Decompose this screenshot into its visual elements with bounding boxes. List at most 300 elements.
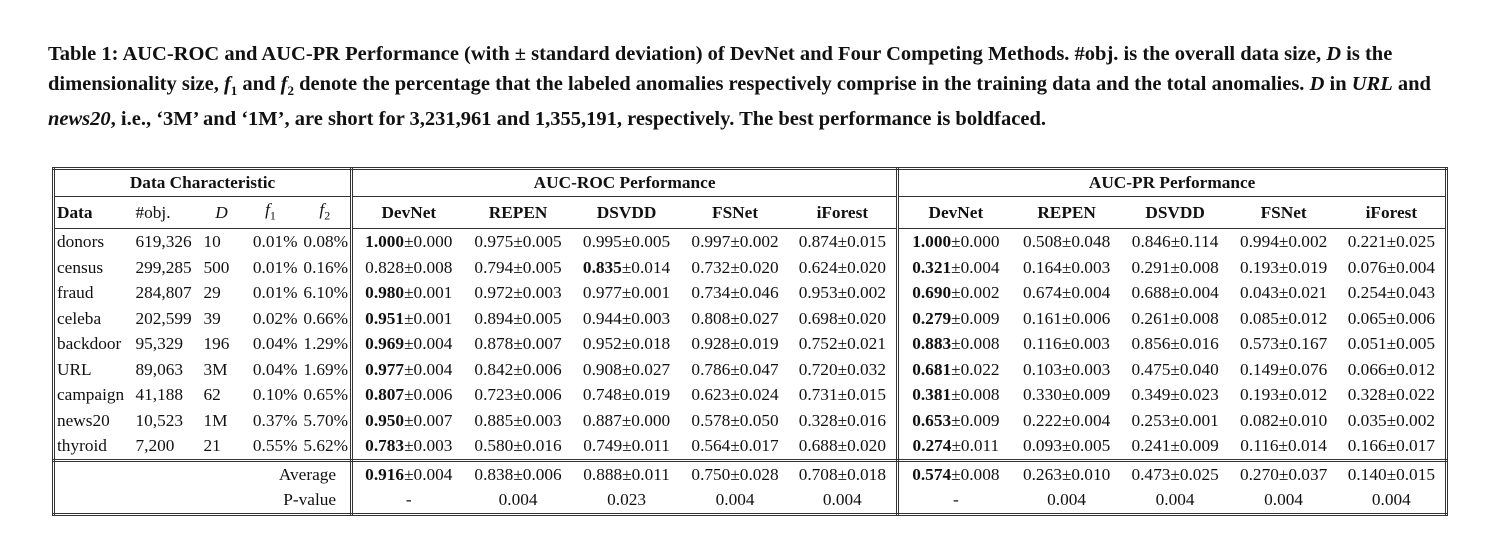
col-header-roc-iforest: iForest bbox=[789, 196, 898, 229]
score-std: ±0.006 bbox=[1061, 308, 1111, 328]
score-std: ±0.001 bbox=[621, 283, 671, 303]
roc-score-cell bbox=[789, 382, 898, 408]
col-header-roc-fsnet: FSNet bbox=[682, 196, 789, 229]
roc-score-cell bbox=[465, 408, 572, 434]
score-value: 0.274 bbox=[912, 436, 952, 456]
score-std: ±0.027 bbox=[730, 308, 779, 328]
score-std: ±0.003 bbox=[1061, 359, 1111, 379]
score-std: ±0.015 bbox=[837, 232, 886, 252]
score-std: ±0.022 bbox=[951, 359, 1000, 379]
roc-pvalue-cell: 0.004 bbox=[789, 487, 898, 514]
dataset-size: 284,807 bbox=[135, 283, 192, 303]
col-header-pr-devnet: DevNet bbox=[898, 196, 1013, 229]
score-value: 0.261 bbox=[1131, 308, 1171, 328]
pr-score-cell bbox=[1121, 357, 1230, 383]
score-value: 0.508 bbox=[1022, 232, 1062, 252]
roc-score-cell bbox=[572, 255, 682, 281]
pr-average-cell bbox=[1121, 460, 1230, 487]
score-value: 0.254 bbox=[1347, 283, 1387, 303]
pr-score-cell bbox=[1121, 331, 1230, 357]
score-value: 0.279 bbox=[912, 308, 952, 328]
table-row bbox=[54, 433, 1447, 460]
roc-score-cell bbox=[572, 357, 682, 383]
score-std: ±0.002 bbox=[837, 283, 886, 303]
col-header-data: Data bbox=[54, 196, 134, 229]
col-header-d: D bbox=[202, 196, 242, 229]
score-value: 0.752 bbox=[798, 334, 838, 354]
dataset-size: 89,063 bbox=[135, 359, 184, 379]
pr-average-cell bbox=[1013, 460, 1121, 487]
pr-score-cell bbox=[1338, 357, 1447, 383]
roc-score-cell bbox=[352, 408, 465, 434]
table-body bbox=[54, 229, 1447, 515]
score-value: 1.000 bbox=[365, 232, 405, 252]
table-caption: Table 1: AUC-ROC and AUC-PR Performance (with ± standard deviation) of DevNet and Four Competing Methods. #obj. is the overall data size, D is the dimensionality size, $f_1$ and $f_2$ denote the percentage that the labeled anomalies respectively comprise in the training data and the total anomalies. D in URL and news20, i.e., ‘3M’ and ‘1M’, are short for 3,231,961 and 1,355,191, respectively. The best performance is boldfaced. bbox=[48, 43, 1431, 131]
roc-average-cell bbox=[572, 460, 682, 487]
score-value: 0.808 bbox=[691, 308, 731, 328]
pr-score-cell bbox=[1338, 280, 1447, 306]
average-row bbox=[54, 460, 1447, 487]
score-std: ±0.014 bbox=[1278, 436, 1327, 456]
score-std: ±0.004 bbox=[404, 464, 453, 484]
score-std: ±0.005 bbox=[1386, 334, 1435, 354]
dataset-f2: 0.66% bbox=[300, 306, 352, 332]
score-std: ±0.015 bbox=[837, 385, 886, 405]
roc-score-cell bbox=[572, 306, 682, 332]
score-std: ±0.008 bbox=[1170, 257, 1219, 277]
column-header-row bbox=[54, 196, 1447, 229]
score-value: 0.381 bbox=[912, 385, 952, 405]
dataset-f1: 0.10% bbox=[252, 385, 298, 405]
table-row bbox=[54, 280, 1447, 306]
roc-score-cell bbox=[352, 255, 465, 281]
roc-score-cell bbox=[352, 331, 465, 357]
score-value: 0.475 bbox=[1131, 359, 1171, 379]
score-std: ±0.047 bbox=[730, 359, 779, 379]
dataset-dim: 3M bbox=[203, 359, 228, 379]
score-std: ±0.037 bbox=[1278, 464, 1328, 484]
score-std: ±0.003 bbox=[513, 410, 562, 430]
roc-score-cell bbox=[682, 382, 789, 408]
score-value: 0.846 bbox=[1131, 232, 1171, 252]
score-std: ±0.025 bbox=[1170, 464, 1219, 484]
score-std: ±0.023 bbox=[1170, 385, 1219, 405]
score-std: ±0.005 bbox=[513, 308, 562, 328]
score-value: 0.975 bbox=[474, 232, 514, 252]
table-row bbox=[54, 255, 1447, 281]
score-std: ±0.004 bbox=[404, 359, 453, 379]
score-value: 0.149 bbox=[1239, 359, 1279, 379]
dataset-f2: 0.16% bbox=[300, 255, 352, 281]
score-value: 0.874 bbox=[798, 232, 838, 252]
score-value: 0.883 bbox=[912, 334, 952, 354]
pr-score-cell bbox=[898, 280, 1013, 306]
score-value: 0.807 bbox=[365, 385, 405, 405]
score-std: ±0.005 bbox=[621, 232, 671, 252]
roc-score-cell bbox=[465, 357, 572, 383]
roc-score-cell bbox=[572, 280, 682, 306]
dataset-dim: 500 bbox=[203, 257, 230, 277]
pr-score-cell bbox=[1230, 229, 1338, 255]
score-value: 0.894 bbox=[474, 308, 514, 328]
score-std: ±0.048 bbox=[1061, 232, 1111, 252]
score-std: ±0.019 bbox=[621, 385, 671, 405]
col-header-pr-fsnet: FSNet bbox=[1230, 196, 1338, 229]
score-std: ±0.007 bbox=[404, 410, 453, 430]
roc-score-cell bbox=[682, 408, 789, 434]
score-std: ±0.014 bbox=[621, 257, 671, 277]
score-value: 0.085 bbox=[1239, 308, 1279, 328]
score-value: 0.786 bbox=[691, 359, 731, 379]
score-std: ±0.008 bbox=[1170, 308, 1219, 328]
dataset-name: backdoor bbox=[54, 331, 134, 357]
score-std: ±0.032 bbox=[837, 359, 886, 379]
score-value: 0.878 bbox=[474, 334, 514, 354]
score-value: 0.688 bbox=[798, 436, 838, 456]
score-value: 0.969 bbox=[365, 334, 405, 354]
roc-average-cell bbox=[352, 460, 465, 487]
roc-score-cell bbox=[682, 433, 789, 460]
score-std: ±0.003 bbox=[513, 283, 562, 303]
dataset-f2: 0.08% bbox=[300, 229, 352, 255]
pr-score-cell bbox=[1230, 408, 1338, 434]
dataset-name: donors bbox=[54, 229, 134, 255]
score-value: 0.928 bbox=[691, 334, 731, 354]
pr-score-cell bbox=[1013, 306, 1121, 332]
roc-pvalue-cell: 0.004 bbox=[465, 487, 572, 514]
pr-score-cell bbox=[1230, 433, 1338, 460]
score-std: ±0.000 bbox=[951, 232, 1000, 252]
score-std: ±0.006 bbox=[1386, 308, 1435, 328]
roc-average-cell bbox=[789, 460, 898, 487]
results-table bbox=[52, 167, 1448, 516]
dataset-f1: 0.01% bbox=[252, 283, 298, 303]
score-std: ±0.008 bbox=[404, 257, 453, 277]
pr-pvalue-cell: 0.004 bbox=[1121, 487, 1230, 514]
score-std: ±0.043 bbox=[1386, 283, 1435, 303]
dataset-dim: 62 bbox=[203, 385, 221, 405]
score-value: 0.888 bbox=[583, 464, 623, 484]
pr-score-cell bbox=[898, 306, 1013, 332]
pr-score-cell bbox=[1338, 306, 1447, 332]
score-std: ±0.016 bbox=[513, 436, 562, 456]
score-value: 0.140 bbox=[1347, 464, 1387, 484]
table-row bbox=[54, 229, 1447, 255]
score-std: ±0.008 bbox=[951, 464, 1000, 484]
dataset-name: URL bbox=[54, 357, 134, 383]
score-value: 0.674 bbox=[1022, 283, 1062, 303]
roc-score-cell bbox=[682, 357, 789, 383]
col-header-pr-dsvdd: DSVDD bbox=[1121, 196, 1230, 229]
pr-score-cell bbox=[1230, 382, 1338, 408]
score-std: ±0.025 bbox=[1386, 232, 1435, 252]
roc-score-cell bbox=[572, 408, 682, 434]
score-std: ±0.019 bbox=[1278, 257, 1328, 277]
roc-score-cell bbox=[352, 433, 465, 460]
score-std: ±0.046 bbox=[730, 283, 779, 303]
score-std: ±0.003 bbox=[621, 308, 671, 328]
score-std: ±0.024 bbox=[730, 385, 779, 405]
roc-score-cell bbox=[465, 382, 572, 408]
group-header-row bbox=[54, 169, 1447, 197]
score-value: 0.473 bbox=[1131, 464, 1171, 484]
dataset-size: 619,326 bbox=[135, 232, 192, 252]
pr-pvalue-cell: 0.004 bbox=[1013, 487, 1121, 514]
score-value: 0.838 bbox=[474, 464, 514, 484]
roc-score-cell bbox=[572, 331, 682, 357]
dataset-size: 299,285 bbox=[135, 257, 192, 277]
score-std: ±0.005 bbox=[1061, 436, 1111, 456]
roc-score-cell bbox=[465, 229, 572, 255]
score-value: 0.977 bbox=[365, 359, 405, 379]
pr-score-cell bbox=[1121, 280, 1230, 306]
pr-score-cell bbox=[898, 357, 1013, 383]
score-value: 0.270 bbox=[1239, 464, 1279, 484]
dataset-f1: 0.01% bbox=[252, 257, 298, 277]
dataset-dim: 1M bbox=[203, 410, 228, 430]
col-header-f1: $f_1$ bbox=[242, 196, 300, 229]
score-value: 0.043 bbox=[1239, 283, 1279, 303]
pr-score-cell bbox=[898, 331, 1013, 357]
dataset-f1: 0.04% bbox=[252, 334, 298, 354]
score-std: ±0.016 bbox=[1170, 334, 1219, 354]
score-std: ±0.004 bbox=[1061, 283, 1111, 303]
pr-score-cell bbox=[1338, 331, 1447, 357]
dataset-f2: 1.69% bbox=[300, 357, 352, 383]
score-std: ±0.002 bbox=[1386, 410, 1435, 430]
roc-score-cell bbox=[572, 229, 682, 255]
score-value: 0.980 bbox=[365, 283, 405, 303]
score-value: 0.690 bbox=[912, 283, 952, 303]
score-std: ±0.004 bbox=[404, 334, 453, 354]
score-value: 0.578 bbox=[691, 410, 731, 430]
roc-score-cell bbox=[682, 331, 789, 357]
roc-score-cell bbox=[789, 357, 898, 383]
score-value: 0.972 bbox=[474, 283, 514, 303]
dataset-f1: 0.01% bbox=[252, 232, 298, 252]
score-value: 0.681 bbox=[912, 359, 952, 379]
pr-score-cell bbox=[1013, 382, 1121, 408]
score-value: 0.580 bbox=[474, 436, 514, 456]
dataset-f2: 6.10% bbox=[300, 280, 352, 306]
roc-score-cell bbox=[352, 229, 465, 255]
score-value: 0.573 bbox=[1239, 334, 1279, 354]
pr-score-cell bbox=[1338, 433, 1447, 460]
pr-score-cell bbox=[1230, 306, 1338, 332]
score-value: 0.835 bbox=[582, 257, 622, 277]
score-value: 0.222 bbox=[1022, 410, 1062, 430]
score-value: 0.241 bbox=[1131, 436, 1171, 456]
score-std: ±0.020 bbox=[837, 308, 886, 328]
score-std: ±0.001 bbox=[1170, 410, 1219, 430]
pr-score-cell bbox=[1013, 229, 1121, 255]
score-value: 1.000 bbox=[912, 232, 952, 252]
dataset-f2: 5.70% bbox=[300, 408, 352, 434]
score-value: 0.732 bbox=[691, 257, 731, 277]
score-std: ±0.012 bbox=[1278, 308, 1328, 328]
score-value: 0.051 bbox=[1347, 334, 1387, 354]
score-value: 0.321 bbox=[912, 257, 952, 277]
average-label: Average bbox=[54, 460, 352, 487]
roc-score-cell bbox=[789, 306, 898, 332]
pr-pvalue-cell: 0.004 bbox=[1230, 487, 1338, 514]
dataset-f2: 5.62% bbox=[300, 433, 352, 460]
score-value: 0.653 bbox=[912, 410, 952, 430]
score-value: 0.623 bbox=[691, 385, 731, 405]
score-std: ±0.006 bbox=[513, 464, 562, 484]
score-std: ±0.018 bbox=[621, 334, 671, 354]
roc-score-cell bbox=[682, 306, 789, 332]
roc-score-cell bbox=[789, 255, 898, 281]
roc-score-cell bbox=[352, 382, 465, 408]
dataset-dim: 196 bbox=[203, 334, 230, 354]
group-header-roc: AUC-ROC Performance bbox=[352, 169, 898, 197]
score-value: 0.720 bbox=[798, 359, 838, 379]
score-std: ±0.006 bbox=[513, 359, 562, 379]
pr-score-cell bbox=[1121, 433, 1230, 460]
score-value: 0.624 bbox=[798, 257, 838, 277]
score-value: 0.887 bbox=[582, 410, 622, 430]
score-std: ±0.009 bbox=[1061, 385, 1111, 405]
pr-score-cell bbox=[1013, 331, 1121, 357]
score-value: 0.748 bbox=[582, 385, 622, 405]
col-header-roc-repen: REPEN bbox=[465, 196, 572, 229]
pr-average-cell bbox=[1338, 460, 1447, 487]
score-std: ±0.002 bbox=[951, 283, 1000, 303]
score-std: ±0.021 bbox=[1278, 283, 1328, 303]
roc-pvalue-cell: 0.023 bbox=[572, 487, 682, 514]
score-value: 0.221 bbox=[1347, 232, 1387, 252]
score-std: ±0.005 bbox=[513, 232, 562, 252]
score-value: 0.328 bbox=[1347, 385, 1387, 405]
pr-score-cell bbox=[1121, 255, 1230, 281]
score-std: ±0.001 bbox=[404, 308, 453, 328]
score-value: 0.944 bbox=[582, 308, 622, 328]
dataset-f2: 1.29% bbox=[300, 331, 352, 357]
score-std: ±0.022 bbox=[1386, 385, 1435, 405]
score-value: 0.698 bbox=[798, 308, 838, 328]
col-header-roc-devnet: DevNet bbox=[352, 196, 465, 229]
score-value: 0.076 bbox=[1347, 257, 1387, 277]
roc-score-cell bbox=[789, 229, 898, 255]
pr-score-cell bbox=[898, 229, 1013, 255]
score-std: ±0.076 bbox=[1278, 359, 1328, 379]
score-std: ±0.009 bbox=[951, 308, 1000, 328]
score-std: ±0.004 bbox=[1170, 283, 1219, 303]
dataset-size: 41,188 bbox=[135, 385, 184, 405]
score-value: 0.750 bbox=[691, 464, 731, 484]
dataset-name: celeba bbox=[54, 306, 134, 332]
dataset-dim: 21 bbox=[202, 433, 242, 460]
pr-score-cell bbox=[898, 382, 1013, 408]
score-value: 0.794 bbox=[474, 257, 514, 277]
col-header-f2: $f_2$ bbox=[300, 196, 352, 229]
score-std: ±0.008 bbox=[951, 334, 1000, 354]
table-row bbox=[54, 357, 1447, 383]
dataset-f1: 0.04% bbox=[252, 359, 298, 379]
pr-score-cell bbox=[898, 408, 1013, 434]
dataset-size: 10,523 bbox=[135, 410, 184, 430]
score-std: ±0.018 bbox=[837, 464, 886, 484]
score-std: ±0.010 bbox=[1061, 464, 1111, 484]
pr-score-cell bbox=[1013, 280, 1121, 306]
score-value: 0.953 bbox=[798, 283, 838, 303]
score-value: 0.783 bbox=[365, 436, 405, 456]
pr-score-cell bbox=[898, 433, 1013, 460]
score-value: 0.995 bbox=[582, 232, 622, 252]
score-value: 0.952 bbox=[582, 334, 622, 354]
score-std: ±0.015 bbox=[1386, 464, 1435, 484]
roc-score-cell bbox=[352, 280, 465, 306]
score-value: 0.842 bbox=[474, 359, 514, 379]
dataset-name: thyroid bbox=[54, 433, 134, 460]
score-std: ±0.020 bbox=[837, 257, 886, 277]
pr-score-cell bbox=[1230, 331, 1338, 357]
score-value: 0.330 bbox=[1022, 385, 1062, 405]
pr-pvalue-cell: - bbox=[898, 487, 1013, 514]
dataset-dim: 29 bbox=[203, 283, 221, 303]
score-std: ±0.011 bbox=[622, 464, 670, 484]
score-std: ±0.001 bbox=[404, 283, 453, 303]
dataset-dim: 10 bbox=[203, 232, 221, 252]
pr-score-cell bbox=[1230, 280, 1338, 306]
dataset-name: news20 bbox=[54, 408, 134, 434]
pr-score-cell bbox=[1121, 229, 1230, 255]
roc-score-cell bbox=[352, 306, 465, 332]
score-value: 0.253 bbox=[1131, 410, 1171, 430]
dataset-f2: 0.65% bbox=[300, 382, 352, 408]
pr-score-cell bbox=[1338, 382, 1447, 408]
roc-pvalue-cell: - bbox=[352, 487, 465, 514]
score-value: 0.193 bbox=[1239, 257, 1279, 277]
pr-score-cell bbox=[1338, 229, 1447, 255]
score-value: 0.035 bbox=[1347, 410, 1387, 430]
score-value: 0.164 bbox=[1022, 257, 1062, 277]
pr-score-cell bbox=[898, 255, 1013, 281]
score-value: 0.916 bbox=[365, 464, 405, 484]
score-value: 0.908 bbox=[582, 359, 622, 379]
score-value: 0.065 bbox=[1347, 308, 1387, 328]
score-value: 0.263 bbox=[1022, 464, 1062, 484]
score-value: 0.723 bbox=[474, 385, 514, 405]
roc-pvalue-cell: 0.004 bbox=[682, 487, 789, 514]
pr-average-cell bbox=[898, 460, 1013, 487]
score-value: 0.731 bbox=[798, 385, 838, 405]
score-std: ±0.021 bbox=[837, 334, 886, 354]
score-std: ±0.006 bbox=[404, 385, 453, 405]
score-value: 0.885 bbox=[474, 410, 514, 430]
pr-pvalue-cell: 0.004 bbox=[1338, 487, 1447, 514]
roc-score-cell bbox=[465, 280, 572, 306]
score-value: 0.116 bbox=[1023, 334, 1062, 354]
score-std: ±0.016 bbox=[837, 410, 886, 430]
score-std: ±0.000 bbox=[404, 232, 453, 252]
score-value: 0.093 bbox=[1022, 436, 1062, 456]
pr-score-cell bbox=[1230, 357, 1338, 383]
pvalue-label: P-value bbox=[54, 487, 352, 514]
score-value: 0.950 bbox=[365, 410, 405, 430]
score-std: ±0.017 bbox=[730, 436, 779, 456]
roc-average-cell bbox=[465, 460, 572, 487]
roc-average-cell bbox=[682, 460, 789, 487]
score-std: ±0.011 bbox=[622, 436, 670, 456]
score-std: ±0.003 bbox=[1061, 257, 1111, 277]
roc-score-cell bbox=[465, 433, 572, 460]
pr-score-cell bbox=[1013, 433, 1121, 460]
score-std: ±0.012 bbox=[1278, 385, 1328, 405]
dataset-size: 95,329 bbox=[135, 334, 184, 354]
roc-score-cell bbox=[572, 433, 682, 460]
